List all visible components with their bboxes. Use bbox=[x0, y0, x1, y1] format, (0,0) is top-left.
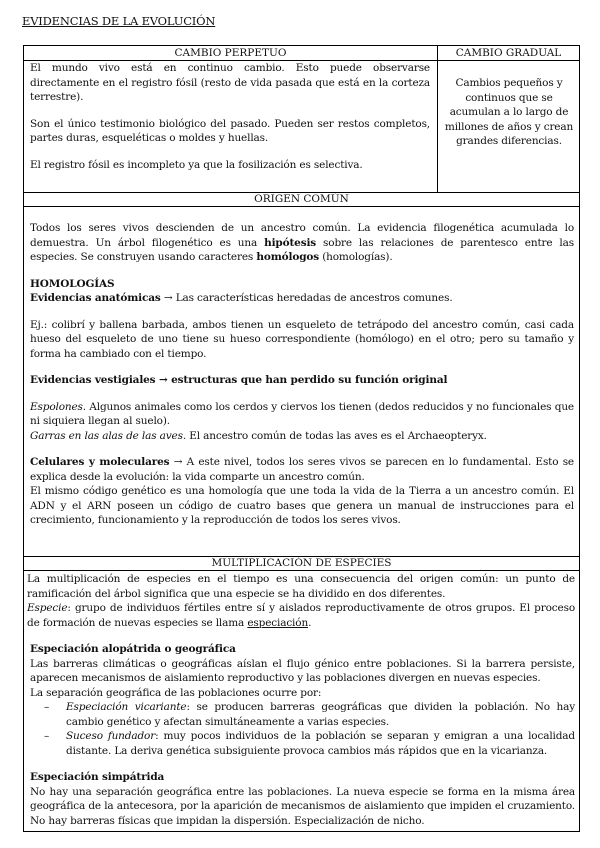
homologias-title: HOMOLOGÍAS bbox=[30, 277, 115, 290]
garras-text: Garras en las alas de las aves. El ancestro común de todas las aves es el Archaeopteryx. bbox=[30, 429, 487, 442]
evidencias-vestigiales-title: Evidencias vestigiales → estructuras que han perdido su función original bbox=[30, 374, 448, 386]
multiplicacion-cell bbox=[27, 572, 575, 828]
perpetuo-paragraph-1: El mundo vivo está en continuo cambio. Esto puede observarse directamente en el registro fósil (resto de vida pasada que está en la corteza terrestre). bbox=[30, 62, 430, 103]
origen-intro: Todos los seres vivos descienden de un ancestro común. La evidencia filogenética acumulada lo demuestra. Un árbol filogenético es una hipótesis sobre las relaciones de parentesco entre las especies. Se construyen usando caracteres homólogos (homologías). bbox=[30, 222, 574, 263]
celulares-moleculares: Celulares y moleculares → A este nivel, todos los seres vivos se parecen en lo fundamental. Esto se explica desde la evolución: la vida comparte un ancestro común. bbox=[30, 456, 574, 483]
header-cambio-gradual: CAMBIO GRADUAL bbox=[437, 46, 580, 61]
separacion-list bbox=[30, 700, 575, 758]
separacion-geografica: La separación geográfica de las poblaciones ocurre por: bbox=[30, 686, 322, 699]
cambio-perpetuo-cell bbox=[30, 61, 430, 172]
column-divider bbox=[437, 46, 438, 193]
simpatrida-title: Especiación simpátrida bbox=[30, 771, 165, 783]
page-title: EVIDENCIAS DE LA EVOLUCIÓN bbox=[22, 14, 216, 28]
cambio-gradual-cell: Cambios pequeños y continuos que se acumulan a lo largo de millones de años y crean grandes diferencias. bbox=[444, 77, 574, 147]
perpetuo-paragraph-3: El registro fósil es incompleto ya que la fosilización es selectiva. bbox=[30, 158, 363, 171]
alopatrida-paragraph: Las barreras climáticas o geográficas aíslan el flujo génico entre poblaciones. Si la barrera persiste, aparecen mecanismos de aislamiento reproductivo y las poblaciones divergen en nuevas especies. bbox=[30, 657, 575, 684]
evidencias-anatomicas: Evidencias anatómicas → Las características heredadas de ancestros comunes. bbox=[30, 292, 453, 304]
simpatrida-paragraph: No hay una separación geográfica entre las poblaciones. La nueva especie se forma en la misma área geográfica de la antecesora, por la aparición de mecanismos de aislamiento que impiden el cruzamiento. No hay barreras físicas que impidan la dispersión. Especialización de nicho. bbox=[30, 785, 575, 827]
codigo-genetico-text: El mismo código genético es una homología que une toda la vida de la Tierra a un ancestro común. El ADN y el ARN poseen un código de cuatro bases que genera un manual de instrucciones para el crecimiento, funcionamiento y la reproducción de todos los seres vivos. bbox=[30, 485, 574, 526]
especie-definicion: Especie: grupo de individuos fértiles entre sí y aislados reproductivamente de otros grupos. El proceso de formación de nuevas especies se llama especiación. bbox=[27, 602, 575, 629]
perpetuo-paragraph-2: Son el único testimonio biológico del pasado. Pueden ser restos completos, partes duras, esqueléticas o moldes y huellas. bbox=[30, 117, 430, 144]
header-origen-comun: ORIGEN COMÚN bbox=[24, 192, 579, 207]
espolones-text: Espolones. Algunos animales como los cerdos y ciervos los tienen (dedos reducidos y no funcionales que ni siquiera llegan al suelo). bbox=[30, 400, 574, 427]
list-item-fundador: – Suceso fundador: muy pocos individuos de la población se separan y emigran a una localidad distante. La deriva genética subsiguiente provoca cambios más rápidos que en la vicarianza. bbox=[66, 729, 575, 758]
header-multiplicacion: MULTIPLICACIÓN DE ESPECIES bbox=[24, 556, 579, 571]
ejemplo-colibri: Ej.: colibrí y ballena barbada, ambos tienen un esqueleto de tetrápodo del ancestro común, casi cada hueso del esqueleto de uno tiene su hueso correspondiente (homólogo) en el otro; pero su tamaño y forma ha cambiado con el tiempo. bbox=[30, 318, 574, 360]
list-item-vicariante: – Especiación vicariante: se producen barreras geográficas que dividen la población. No hay cambio genético y afectan simultáneamente a varias especies. bbox=[66, 700, 575, 729]
multiplicacion-intro: La multiplicación de especies en el tiempo es una consecuencia del origen común: un punto de ramificación del árbol significa que una especie se ha dividido en dos diferentes. bbox=[27, 573, 575, 600]
evidence-table bbox=[23, 45, 580, 832]
alopatrida-title: Especiación alopátrida o geográfica bbox=[30, 643, 236, 655]
origen-comun-cell bbox=[30, 221, 574, 528]
header-cambio-perpetuo: CAMBIO PERPETUO bbox=[24, 46, 437, 61]
